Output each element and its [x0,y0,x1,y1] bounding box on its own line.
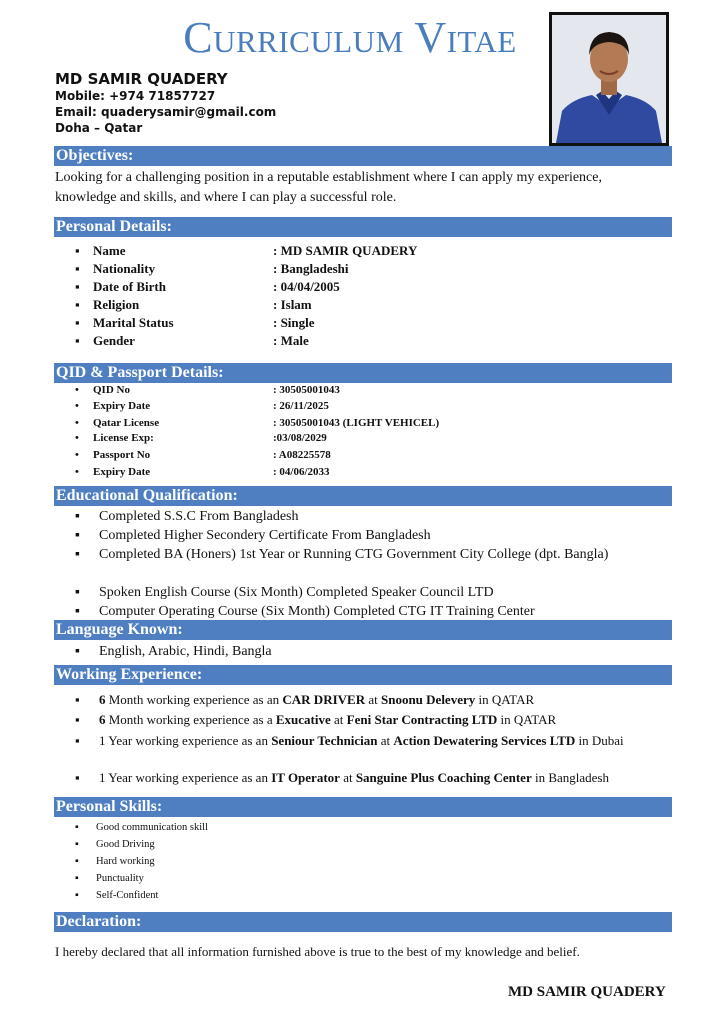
candidate-name: MD SAMIR QUADERY [55,70,228,88]
bullet-icon: • [75,432,79,444]
experience-heading: Working Experience: [54,665,672,685]
profile-photo [549,12,669,146]
bullet-icon: ▪ [75,822,79,833]
personal-details-heading: Personal Details: [54,217,672,237]
objectives-text: Looking for a challenging position in a reputable establishment where I can apply my experience, knowledge and skills, and where I can play a successful role. [55,170,602,205]
document-title: Curriculum Vitae [183,13,517,62]
bullet-icon: ▪ [75,279,80,294]
bullet-icon: ▪ [75,315,80,330]
bullet-icon: • [75,400,79,412]
objectives-heading: Objectives: [54,146,672,166]
signature-name: MD SAMIR QUADERY [508,984,666,1000]
education-heading: Educational Qualification: [54,486,672,506]
bullet-icon: ▪ [75,692,80,707]
bullet-icon: ▪ [75,733,80,748]
bullet-icon: ▪ [75,873,79,884]
bullet-icon: ▪ [75,547,80,562]
bullet-icon: • [75,417,79,429]
bullet-icon: ▪ [75,528,80,543]
location: Doha – Qatar [55,121,143,135]
bullet-icon: • [75,466,79,478]
bullet-icon: ▪ [75,585,80,600]
bullet-icon: • [75,449,79,461]
skills-heading: Personal Skills: [54,797,672,817]
bullet-icon: ▪ [75,890,79,901]
bullet-icon: • [75,384,79,396]
bullet-icon: ▪ [75,770,80,785]
qid-passport-heading: QID & Passport Details: [54,363,672,383]
bullet-icon: ▪ [75,712,80,727]
bullet-icon: ▪ [75,839,79,850]
declaration-text: I hereby declared that all information furnished above is true to the best of my knowledge and belief. [55,944,580,959]
mobile-number: Mobile: +974 71857727 [55,89,216,103]
bullet-icon: ▪ [75,333,80,348]
declaration-heading: Declaration: [54,912,672,932]
bullet-icon: ▪ [75,261,80,276]
bullet-icon: ▪ [75,243,80,258]
language-heading: Language Known: [54,620,672,640]
bullet-icon: ▪ [75,604,80,619]
bullet-icon: ▪ [75,644,80,659]
bullet-icon: ▪ [75,856,79,867]
email-address: Email: quaderysamir@gmail.com [55,105,277,119]
bullet-icon: ▪ [75,509,80,524]
bullet-icon: ▪ [75,297,80,312]
